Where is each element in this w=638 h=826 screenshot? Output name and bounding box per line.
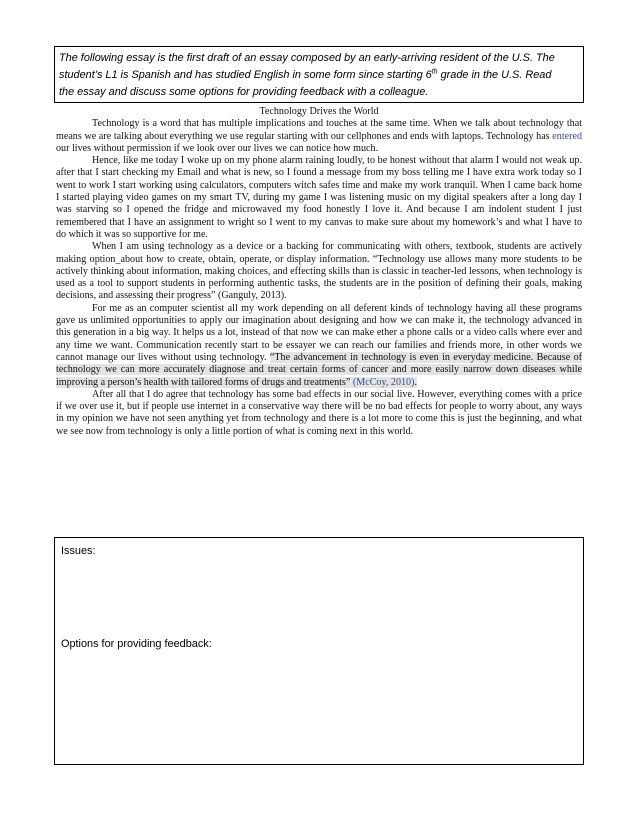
options-label: Options for providing feedback: — [61, 638, 212, 650]
quote-period: . — [414, 376, 417, 388]
instructions-line-3: the essay and discuss some options for providing feedback with a colleague. — [59, 86, 429, 98]
essay-paragraph-5: After all that I do agree that technology has some bad effects in our social live. However, everything comes with a price if we over use it, but if people use internet in a conservative way there will be no bad effects for people to worry about, any ways in my opinion we have not seen anything yet from technology and there is a lot more to come this is just the beginning, and what we see now from technology is only a little portion of what is coming next in this world. — [56, 388, 582, 437]
issues-label: Issues: — [61, 545, 96, 557]
essay-paragraph-2: Hence, like me today I woke up on my phone alarm raining loudly, to be honest without that alarm I would not weak up. after that I start checking my Email and what is new, so I found a message from my boss telling me I have extra work today so I went to work I start working using calculators, computers witch safes time and make my work tranquil. When I came back home I started playing video games on my smart TV, during my game I was listening music on my digital speakers after a long day I was starving so I opened the fridge and microwaved my food honestly I love it. And because I am indolent student I just remembered that I have an assignment to wright so I went to my canvas to make sure about my homework’s and what I have to do which it was so supportive for me. — [56, 155, 582, 240]
essay-title: Technology Drives the World — [259, 106, 379, 117]
essay — [56, 106, 582, 438]
essay-paragraph-1 — [56, 118, 582, 155]
ordinal-superscript: th — [431, 68, 438, 76]
paragraph-1-text: Technology is a word that has multiple implications and touches at the same time. When we talk about technology that means we are talking about everything we use regular starting with our cellphones and ends with laptops. Technology has — [56, 118, 582, 142]
feedback-box — [54, 537, 584, 765]
paragraph-4-text: For me as an computer scientist all my work depending on all deferent kinds of technology having all these programs gave us unlimited opportunities to apply our imagination about designing and how we can make it, the technology advanced in this generation in a big way. It helps us a lot, instead of that now we can make ether a phone calls or a video calls where ever and any time we want. Communication recently start to be essayer we can reach our families and friends more, in other words we cannot manage our lives without using technology. — [56, 302, 582, 363]
instructions-line-2 — [59, 67, 579, 84]
instructions-line-2-end: grade in the U.S. Read — [437, 69, 552, 81]
instructions-line-1: The following essay is the first draft of an essay composed by an early-arriving resident of the U.S. The — [59, 52, 555, 64]
essay-paragraph-3: When I am using technology as a device or a backing for communicating with others, textbook, students are actively making option_about how to create, obtain, operate, or display information. “Technology use allows many more students to be actively thinking about information, making choices, and effecting skills than is classic in teacher-led lessons, when technology is used as a tool to support students in performing authentic tasks, the students are in the position of defining their goals, making decisions, and assessing their progress” (Ganguly, 2013). — [56, 241, 582, 302]
instructions-line-2-start: student’s L1 is Spanish and has studied English in some form since starting 6 — [59, 69, 432, 81]
quote-text: “The advancement in technology is even in everyday medicine. Because of technology we can more accurately diagnose and treat certain forms of cancer and more easily narrow down diseases while improving a person’s health with tailored forms of drugs and treatments” — [56, 351, 582, 388]
entered-word: entered — [552, 130, 582, 142]
citation-mccoy: (McCoy, 2010) — [352, 376, 415, 388]
paragraph-1-end: our lives without permission if we look over our lives we can notice how much. — [56, 142, 379, 154]
essay-paragraph-4 — [56, 303, 582, 389]
instructions-box — [54, 46, 584, 103]
